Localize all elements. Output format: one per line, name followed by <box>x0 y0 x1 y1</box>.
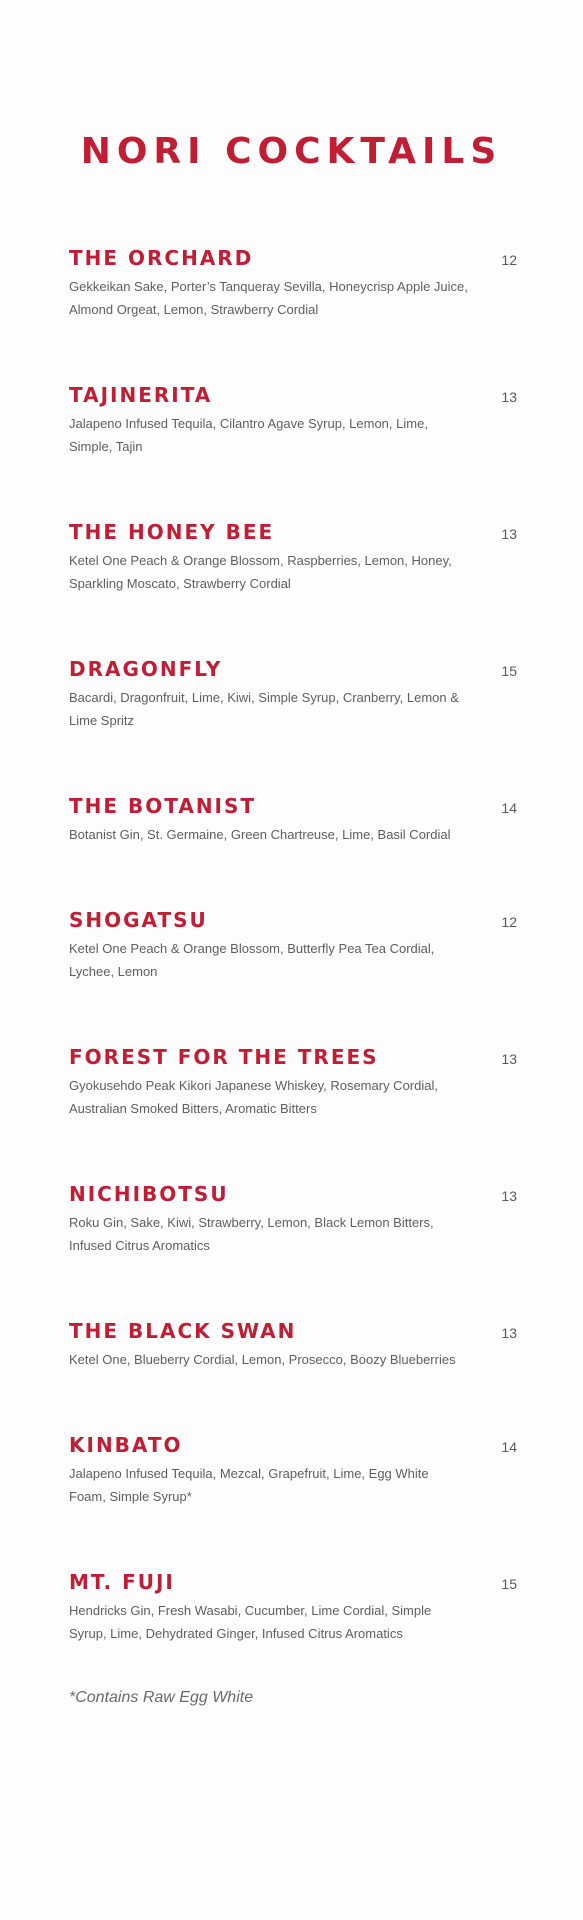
menu-item-name: THE HONEY BEE <box>69 520 275 544</box>
raw-egg-footnote: *Contains Raw Egg White <box>69 1689 254 1706</box>
menu-item-header <box>69 519 517 549</box>
menu-item-description: Jalapeno Infused Tequila, Mezcal, Grapefruit, Lime, Egg White Foam, Simple Syrup* <box>69 1466 429 1504</box>
menu-item-header <box>69 1318 517 1348</box>
menu-item-description: Hendricks Gin, Fresh Wasabi, Cucumber, Lime Cordial, Simple Syrup, Lime, Dehydrated Ginger, Infused Citrus Aromatics <box>69 1603 432 1641</box>
menu-item-description: Jalapeno Infused Tequila, Cilantro Agave Syrup, Lemon, Lime, Simple, Tajin <box>69 416 428 454</box>
menu-item <box>69 1181 517 1257</box>
menu-item <box>69 1318 517 1371</box>
menu-item-header <box>69 907 517 937</box>
menu-item-name: SHOGATSU <box>69 908 208 932</box>
menu-item-name: THE BOTANIST <box>69 794 257 818</box>
menu-item <box>69 907 517 983</box>
menu-item-name: MT. FUJI <box>69 1570 175 1594</box>
menu-item-price: 15 <box>501 663 517 679</box>
menu-item-description: Botanist Gin, St. Germaine, Green Chartreuse, Lime, Basil Cordial <box>69 827 451 842</box>
menu-item <box>69 656 517 732</box>
menu-item-price: 14 <box>501 1439 517 1455</box>
menu-item <box>69 1044 517 1120</box>
menu-item-header <box>69 1569 517 1599</box>
menu-item-price: 13 <box>501 1188 517 1204</box>
menu-item-price: 12 <box>501 252 517 268</box>
menu-item-price: 13 <box>501 389 517 405</box>
menu-item-name: NICHIBOTSU <box>69 1182 229 1206</box>
menu-item-price: 13 <box>501 526 517 542</box>
menu-item-description: Ketel One, Blueberry Cordial, Lemon, Prosecco, Boozy Blueberries <box>69 1352 456 1367</box>
menu-item-name: DRAGONFLY <box>69 657 223 681</box>
menu-item <box>69 382 517 458</box>
menu-item-price: 12 <box>501 914 517 930</box>
menu-item-price: 14 <box>501 800 517 816</box>
menu-item-name: TAJINERITA <box>69 383 213 407</box>
menu-item <box>69 1569 517 1645</box>
page-title: NORI COCKTAILS <box>80 131 503 172</box>
menu-item-description: Roku Gin, Sake, Kiwi, Strawberry, Lemon, Black Lemon Bitters, Infused Citrus Aromatics <box>69 1215 434 1253</box>
menu-item <box>69 245 517 321</box>
menu-item-header <box>69 656 517 686</box>
menu-item-name: KINBATO <box>69 1433 183 1457</box>
menu-item-name: THE BLACK SWAN <box>69 1319 297 1343</box>
menu-item-header <box>69 1181 517 1211</box>
menu-item-price: 15 <box>501 1576 517 1592</box>
menu-item <box>69 1432 517 1508</box>
menu-item-price: 13 <box>501 1325 517 1341</box>
menu-item-description: Ketel One Peach & Orange Blossom, Butterfly Pea Tea Cordial, Lychee, Lemon <box>69 941 435 979</box>
menu-item-price: 13 <box>501 1051 517 1067</box>
menu-item-description: Bacardi, Dragonfruit, Lime, Kiwi, Simple Syrup, Cranberry, Lemon & Lime Spritz <box>69 690 459 728</box>
menu-item-description: Gyokusehdo Peak Kikori Japanese Whiskey, Rosemary Cordial, Australian Smoked Bitters, Aromatic Bitters <box>69 1078 438 1116</box>
menu-item-header <box>69 382 517 412</box>
menu-item-header <box>69 1432 517 1462</box>
menu-item-description: Gekkeikan Sake, Porter’s Tanqueray Sevilla, Honeycrisp Apple Juice, Almond Orgeat, Lemon, Strawberry Cordial <box>69 279 468 317</box>
menu-item <box>69 793 517 846</box>
menu-item-header <box>69 1044 517 1074</box>
menu-item-name: FOREST FOR THE TREES <box>69 1045 379 1069</box>
menu-item-name: THE ORCHARD <box>69 246 254 270</box>
menu-item <box>69 519 517 595</box>
menu-item-description: Ketel One Peach & Orange Blossom, Raspberries, Lemon, Honey, Sparkling Moscato, Strawberry Cordial <box>69 553 452 591</box>
menu-item-header <box>69 793 517 823</box>
menu-item-header <box>69 245 517 275</box>
